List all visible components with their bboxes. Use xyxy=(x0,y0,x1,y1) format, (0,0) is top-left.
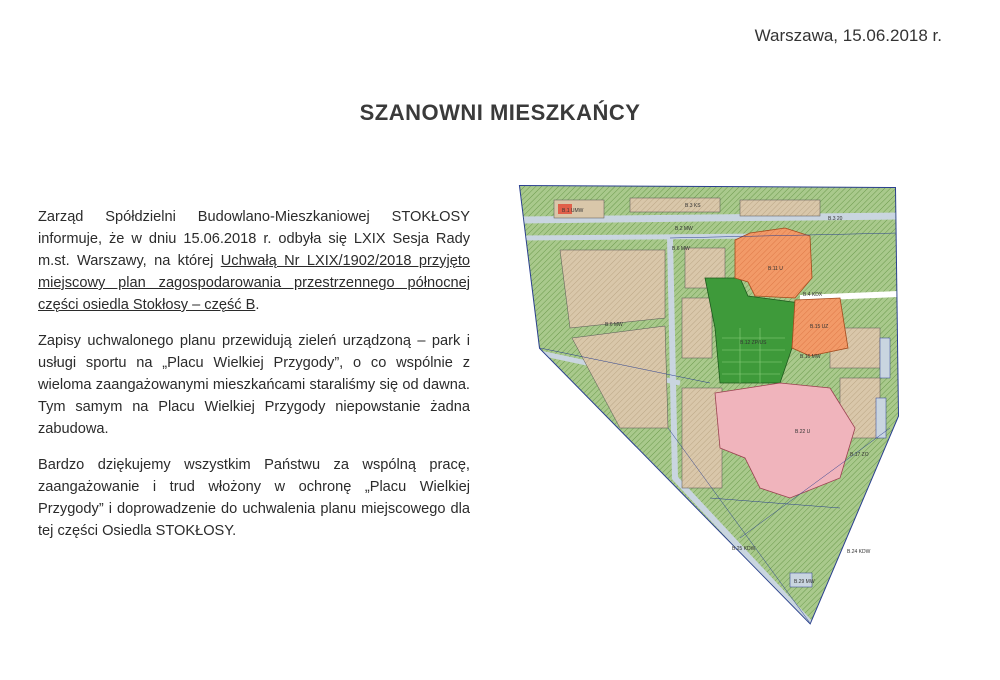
letter-body xyxy=(38,206,470,556)
map-label-b1: B.1 UMW xyxy=(562,208,584,214)
announcement-end: . xyxy=(255,297,260,313)
map-label-b25: B.25 KDW xyxy=(732,546,756,552)
block-b3 xyxy=(630,198,720,212)
block xyxy=(682,298,712,358)
map-label-b17: B.17 ZO xyxy=(850,452,869,458)
zoning-plan-map xyxy=(510,178,958,630)
paragraph-plan-details: Zapisy uchwalonego planu przewidują zieleń urządzoną – park i usługi sportu na „Placu Wielkiej Przygody”, o co wspólnie z wieloma zaangażowanymi mieszkańcami staraliśmy się od dawna. Tym samym na Placu Wielkiej Przygody niepowstanie żadna zabudowa. xyxy=(38,333,470,437)
block xyxy=(740,200,820,216)
page-title: SZANOWNI MIESZKAŃCY xyxy=(359,100,641,125)
map-label-b24: B.24 KDW xyxy=(847,549,871,555)
map-label-b4: B.4 KDX xyxy=(803,292,823,298)
map-label-b3: B.3 KS xyxy=(685,203,701,209)
map-label-b22: B.22 U xyxy=(795,429,811,435)
map-label-b16: B.16 MW xyxy=(800,354,821,360)
map-label-b11: B.11 U xyxy=(768,266,783,272)
map-label-b12: B.12 ZP/US xyxy=(740,340,767,346)
map-label-b6b: B.6 MW xyxy=(605,322,623,328)
letter-date: Warszawa, 15.06.2018 r. xyxy=(754,26,942,45)
paragraph-thanks: Bardzo dziękujemy wszystkim Państwu za wspólną pracę, zaangażowanie i trud włożony w ochronę „Placu Wielkiej Przygody” i doprowadzenie do uchwalenia planu miejscowego dla tej części Osiedla STOKŁOSY. xyxy=(38,457,470,539)
resolution-reference: Uchwałą Nr LXIX/1902/2018 przyjęto miejscowy plan zagospodarowania przestrzennego północnej części osiedla Stokłosy – część B xyxy=(38,253,471,313)
map-label-b15: B.15 UZ xyxy=(810,324,829,330)
announcement-text: Zarząd Spółdzielni Budowlano-Mieszkaniowej STOKŁOSY informuje, że w dniu 15.06.2018 r. odbyła się LXIX Sesja Rady m.st. Warszawy, na której xyxy=(38,209,470,269)
map-label-b6a: B.6 MW xyxy=(672,246,690,252)
zoning-plan-svg xyxy=(510,178,958,630)
paragraph-announcement xyxy=(38,206,470,316)
map-label-b29: B.29 MW xyxy=(794,579,815,585)
road xyxy=(520,236,770,238)
map-label-b2: B.2 MW xyxy=(675,226,693,232)
block-strip xyxy=(880,338,890,378)
map-label-b3-20: B.3 20 xyxy=(828,216,843,222)
residential-block xyxy=(560,250,665,328)
